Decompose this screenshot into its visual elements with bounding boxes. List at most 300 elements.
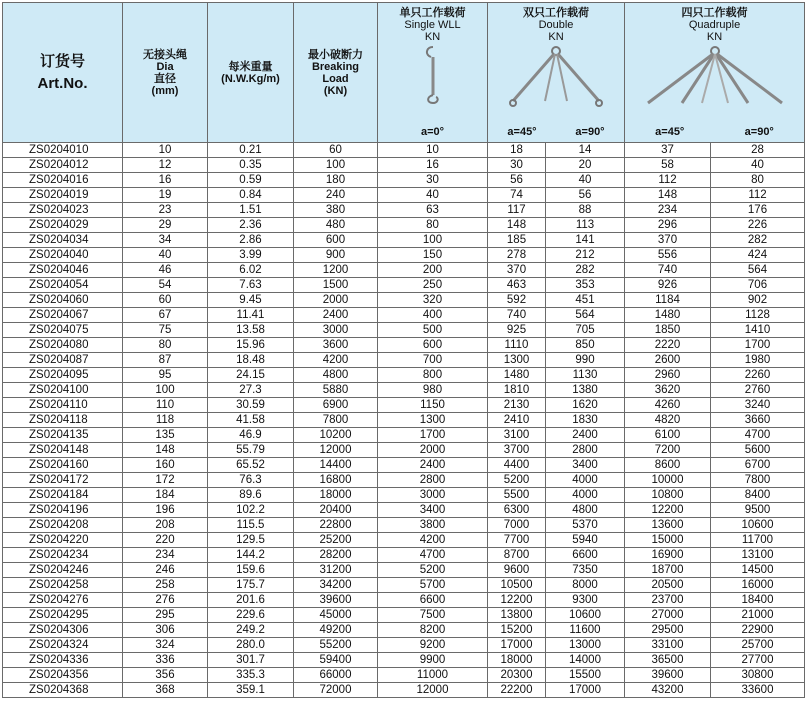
- cell-single-wll: 250: [378, 278, 488, 293]
- cell-quad-45: 39600: [625, 668, 711, 683]
- table-row: [3, 278, 805, 293]
- cell-art-no: ZS0204324: [3, 638, 123, 653]
- cell-weight: 229.6: [208, 608, 294, 623]
- cell-breaking-load: 18000: [294, 488, 378, 503]
- cell-single-wll: 30: [378, 173, 488, 188]
- cell-single-wll: 3000: [378, 488, 488, 503]
- cell-breaking-load: 600: [294, 233, 378, 248]
- cell-double-90: 6600: [546, 548, 625, 563]
- cell-double-45: 56: [488, 173, 546, 188]
- cell-art-no: ZS0204060: [3, 293, 123, 308]
- cell-weight: 3.99: [208, 248, 294, 263]
- cell-diameter: 75: [123, 323, 208, 338]
- cell-diameter: 135: [123, 428, 208, 443]
- cell-breaking-load: 55200: [294, 638, 378, 653]
- cell-breaking-load: 49200: [294, 623, 378, 638]
- header-art-no: [3, 3, 123, 143]
- cell-single-wll: 12000: [378, 683, 488, 698]
- cell-double-45: 2130: [488, 398, 546, 413]
- cell-single-wll: 320: [378, 293, 488, 308]
- cell-diameter: 12: [123, 158, 208, 173]
- header-quadruple-wll: [625, 3, 805, 143]
- table-row: [3, 188, 805, 203]
- cell-weight: 89.6: [208, 488, 294, 503]
- cell-weight: 0.84: [208, 188, 294, 203]
- header-quad-en: Quadruple: [688, 19, 741, 31]
- cell-quad-90: 176: [711, 203, 805, 218]
- cell-single-wll: 1700: [378, 428, 488, 443]
- cell-art-no: ZS0204148: [3, 443, 123, 458]
- table-row: [3, 458, 805, 473]
- cell-single-wll: 16: [378, 158, 488, 173]
- cell-weight: 175.7: [208, 578, 294, 593]
- cell-weight: 0.59: [208, 173, 294, 188]
- cell-breaking-load: 14400: [294, 458, 378, 473]
- cell-double-45: 18000: [488, 653, 546, 668]
- cell-quad-45: 10800: [625, 488, 711, 503]
- cell-art-no: ZS0204016: [3, 173, 123, 188]
- table-row: [3, 578, 805, 593]
- cell-quad-45: 370: [625, 233, 711, 248]
- cell-quad-45: 2600: [625, 353, 711, 368]
- cell-weight: 102.2: [208, 503, 294, 518]
- cell-art-no: ZS0204258: [3, 578, 123, 593]
- cell-double-90: 1130: [546, 368, 625, 383]
- double-sling-icon: [501, 45, 611, 109]
- cell-quad-90: 226: [711, 218, 805, 233]
- cell-double-90: 7350: [546, 563, 625, 578]
- double-angle-90: a=90°: [575, 126, 605, 138]
- cell-diameter: 148: [123, 443, 208, 458]
- cell-art-no: ZS0204080: [3, 338, 123, 353]
- cell-double-45: 6300: [488, 503, 546, 518]
- header-single-unit: KN: [424, 31, 441, 43]
- cell-weight: 11.41: [208, 308, 294, 323]
- cell-breaking-load: 12000: [294, 443, 378, 458]
- cell-diameter: 40: [123, 248, 208, 263]
- cell-double-90: 1380: [546, 383, 625, 398]
- cell-double-45: 1480: [488, 368, 546, 383]
- cell-double-90: 113: [546, 218, 625, 233]
- cell-weight: 2.86: [208, 233, 294, 248]
- cell-weight: 2.36: [208, 218, 294, 233]
- cell-art-no: ZS0204012: [3, 158, 123, 173]
- cell-diameter: 234: [123, 548, 208, 563]
- cell-diameter: 208: [123, 518, 208, 533]
- cell-diameter: 172: [123, 473, 208, 488]
- cell-single-wll: 6600: [378, 593, 488, 608]
- cell-single-wll: 5700: [378, 578, 488, 593]
- cell-diameter: 34: [123, 233, 208, 248]
- single-sling-icon: [418, 45, 448, 105]
- cell-quad-90: 13100: [711, 548, 805, 563]
- cell-weight: 55.79: [208, 443, 294, 458]
- header-break-en2: Load: [322, 72, 349, 85]
- cell-art-no: ZS0204220: [3, 533, 123, 548]
- header-double-unit: KN: [548, 31, 564, 43]
- cell-diameter: 67: [123, 308, 208, 323]
- table-row: [3, 503, 805, 518]
- cell-double-90: 10600: [546, 608, 625, 623]
- cell-single-wll: 400: [378, 308, 488, 323]
- cell-single-wll: 5200: [378, 563, 488, 578]
- cell-double-90: 15500: [546, 668, 625, 683]
- cell-single-wll: 2400: [378, 458, 488, 473]
- cell-art-no: ZS0204160: [3, 458, 123, 473]
- cell-double-90: 20: [546, 158, 625, 173]
- cell-double-45: 5500: [488, 488, 546, 503]
- cell-breaking-load: 34200: [294, 578, 378, 593]
- cell-art-no: ZS0204040: [3, 248, 123, 263]
- cell-double-90: 14000: [546, 653, 625, 668]
- cell-single-wll: 8200: [378, 623, 488, 638]
- cell-double-45: 15200: [488, 623, 546, 638]
- double-angle-labels: [488, 126, 624, 138]
- header-break-en1: Breaking: [311, 60, 360, 73]
- cell-quad-90: 28: [711, 143, 805, 158]
- cell-art-no: ZS0204075: [3, 323, 123, 338]
- cell-quad-90: 5600: [711, 443, 805, 458]
- cell-weight: 27.3: [208, 383, 294, 398]
- cell-breaking-load: 240: [294, 188, 378, 203]
- cell-diameter: 306: [123, 623, 208, 638]
- cell-weight: 15.96: [208, 338, 294, 353]
- cell-weight: 159.6: [208, 563, 294, 578]
- cell-art-no: ZS0204118: [3, 413, 123, 428]
- cell-breaking-load: 72000: [294, 683, 378, 698]
- cell-diameter: 10: [123, 143, 208, 158]
- cell-weight: 115.5: [208, 518, 294, 533]
- header-single-en: Single WLL: [404, 19, 461, 31]
- cell-quad-90: 706: [711, 278, 805, 293]
- table-row: [3, 443, 805, 458]
- quad-angle-labels: [625, 126, 804, 138]
- cell-art-no: ZS0204208: [3, 518, 123, 533]
- table-row: [3, 248, 805, 263]
- header-double-en: Double: [538, 19, 574, 31]
- cell-weight: 0.21: [208, 143, 294, 158]
- cell-quad-45: 2960: [625, 368, 711, 383]
- cell-quad-45: 926: [625, 278, 711, 293]
- header-double-wll: [488, 3, 625, 143]
- cell-double-90: 705: [546, 323, 625, 338]
- cell-quad-45: 20500: [625, 578, 711, 593]
- quadruple-sling-icon: [640, 45, 790, 111]
- cell-double-45: 1110: [488, 338, 546, 353]
- cell-quad-90: 30800: [711, 668, 805, 683]
- table-row: [3, 488, 805, 503]
- cell-quad-90: 10600: [711, 518, 805, 533]
- cell-art-no: ZS0204336: [3, 653, 123, 668]
- header-dia-zh2: 直径: [154, 72, 176, 85]
- cell-double-90: 1830: [546, 413, 625, 428]
- table-row: [3, 518, 805, 533]
- cell-quad-45: 556: [625, 248, 711, 263]
- cell-diameter: 110: [123, 398, 208, 413]
- cell-breaking-load: 45000: [294, 608, 378, 623]
- cell-quad-90: 564: [711, 263, 805, 278]
- cell-quad-45: 1184: [625, 293, 711, 308]
- table-row: [3, 398, 805, 413]
- table-row: [3, 413, 805, 428]
- cell-double-90: 1620: [546, 398, 625, 413]
- table-row: [3, 548, 805, 563]
- cell-double-90: 14: [546, 143, 625, 158]
- header-break-unit: (KN): [323, 84, 348, 97]
- cell-quad-45: 7200: [625, 443, 711, 458]
- cell-single-wll: 1300: [378, 413, 488, 428]
- cell-double-45: 22200: [488, 683, 546, 698]
- cell-double-90: 40: [546, 173, 625, 188]
- cell-single-wll: 100: [378, 233, 488, 248]
- cell-art-no: ZS0204067: [3, 308, 123, 323]
- cell-art-no: ZS0204100: [3, 383, 123, 398]
- cell-single-wll: 7500: [378, 608, 488, 623]
- cell-diameter: 95: [123, 368, 208, 383]
- cell-double-45: 1810: [488, 383, 546, 398]
- cell-double-45: 925: [488, 323, 546, 338]
- cell-quad-45: 1480: [625, 308, 711, 323]
- cell-weight: 144.2: [208, 548, 294, 563]
- cell-breaking-load: 6900: [294, 398, 378, 413]
- cell-breaking-load: 4800: [294, 368, 378, 383]
- table-row: [3, 233, 805, 248]
- cell-diameter: 276: [123, 593, 208, 608]
- cell-art-no: ZS0204046: [3, 263, 123, 278]
- cell-double-90: 5940: [546, 533, 625, 548]
- cell-quad-45: 234: [625, 203, 711, 218]
- cell-double-45: 7700: [488, 533, 546, 548]
- cell-double-90: 850: [546, 338, 625, 353]
- cell-single-wll: 2000: [378, 443, 488, 458]
- cell-art-no: ZS0204184: [3, 488, 123, 503]
- cell-breaking-load: 31200: [294, 563, 378, 578]
- cell-single-wll: 63: [378, 203, 488, 218]
- header-weight-zh: 每米重量: [228, 60, 273, 73]
- cell-breaking-load: 3000: [294, 323, 378, 338]
- cell-double-45: 3700: [488, 443, 546, 458]
- cell-breaking-load: 1500: [294, 278, 378, 293]
- cell-quad-45: 296: [625, 218, 711, 233]
- cell-double-90: 282: [546, 263, 625, 278]
- cell-weight: 46.9: [208, 428, 294, 443]
- cell-breaking-load: 3600: [294, 338, 378, 353]
- table-row: [3, 143, 805, 158]
- header-single-zh: 单只工作载荷: [399, 7, 466, 19]
- cell-quad-45: 4260: [625, 398, 711, 413]
- cell-breaking-load: 66000: [294, 668, 378, 683]
- header-weight-en: (N.W.Kg/m): [221, 72, 280, 85]
- cell-double-45: 7000: [488, 518, 546, 533]
- header-double-zh: 双只工作载荷: [523, 7, 589, 19]
- cell-double-90: 9300: [546, 593, 625, 608]
- table-row: [3, 263, 805, 278]
- cell-double-90: 4000: [546, 473, 625, 488]
- header-dia-en: Dia: [156, 60, 174, 73]
- cell-quad-45: 23700: [625, 593, 711, 608]
- cell-double-90: 353: [546, 278, 625, 293]
- cell-quad-90: 18400: [711, 593, 805, 608]
- cell-quad-90: 16000: [711, 578, 805, 593]
- table-row: [3, 218, 805, 233]
- cell-breaking-load: 480: [294, 218, 378, 233]
- table-row: [3, 683, 805, 698]
- cell-quad-90: 112: [711, 188, 805, 203]
- cell-double-90: 17000: [546, 683, 625, 698]
- cell-quad-90: 902: [711, 293, 805, 308]
- cell-quad-90: 80: [711, 173, 805, 188]
- table-row: [3, 608, 805, 623]
- cell-quad-90: 1128: [711, 308, 805, 323]
- table-row: [3, 368, 805, 383]
- table-row: [3, 638, 805, 653]
- cell-quad-45: 148: [625, 188, 711, 203]
- cell-art-no: ZS0204172: [3, 473, 123, 488]
- cell-quad-90: 3660: [711, 413, 805, 428]
- quad-angle-45: a=45°: [655, 126, 685, 138]
- cell-art-no: ZS0204095: [3, 368, 123, 383]
- table-row: [3, 623, 805, 638]
- cell-quad-90: 1980: [711, 353, 805, 368]
- cell-double-45: 5200: [488, 473, 546, 488]
- cell-diameter: 23: [123, 203, 208, 218]
- cell-double-90: 88: [546, 203, 625, 218]
- cell-quad-45: 43200: [625, 683, 711, 698]
- table-row: [3, 383, 805, 398]
- cell-quad-45: 13600: [625, 518, 711, 533]
- cell-double-45: 13800: [488, 608, 546, 623]
- cell-diameter: 54: [123, 278, 208, 293]
- cell-breaking-load: 180: [294, 173, 378, 188]
- table-row: [3, 668, 805, 683]
- cell-single-wll: 500: [378, 323, 488, 338]
- table-row: [3, 653, 805, 668]
- table-row: [3, 353, 805, 368]
- header-quad-zh: 四只工作载荷: [681, 7, 748, 19]
- cell-double-45: 18: [488, 143, 546, 158]
- cell-weight: 359.1: [208, 683, 294, 698]
- cell-quad-45: 33100: [625, 638, 711, 653]
- cell-quad-45: 4820: [625, 413, 711, 428]
- cell-quad-90: 4700: [711, 428, 805, 443]
- cell-double-90: 2400: [546, 428, 625, 443]
- cell-quad-90: 11700: [711, 533, 805, 548]
- cell-weight: 249.2: [208, 623, 294, 638]
- cell-double-45: 185: [488, 233, 546, 248]
- cell-diameter: 80: [123, 338, 208, 353]
- cell-single-wll: 980: [378, 383, 488, 398]
- cell-breaking-load: 10200: [294, 428, 378, 443]
- cell-diameter: 258: [123, 578, 208, 593]
- cell-diameter: 60: [123, 293, 208, 308]
- header-break-zh: 最小破断力: [308, 48, 363, 61]
- cell-double-90: 2800: [546, 443, 625, 458]
- table-row: [3, 158, 805, 173]
- cell-art-no: ZS0204368: [3, 683, 123, 698]
- cell-art-no: ZS0204034: [3, 233, 123, 248]
- cell-quad-90: 9500: [711, 503, 805, 518]
- cell-weight: 1.51: [208, 203, 294, 218]
- cell-quad-45: 10000: [625, 473, 711, 488]
- cell-double-90: 5370: [546, 518, 625, 533]
- cell-quad-90: 14500: [711, 563, 805, 578]
- cell-quad-90: 424: [711, 248, 805, 263]
- cell-art-no: ZS0204029: [3, 218, 123, 233]
- cell-double-45: 17000: [488, 638, 546, 653]
- cell-art-no: ZS0204356: [3, 668, 123, 683]
- cell-art-no: ZS0204135: [3, 428, 123, 443]
- cell-diameter: 118: [123, 413, 208, 428]
- cell-weight: 65.52: [208, 458, 294, 473]
- cell-breaking-load: 380: [294, 203, 378, 218]
- cell-diameter: 220: [123, 533, 208, 548]
- cell-weight: 280.0: [208, 638, 294, 653]
- cell-weight: 6.02: [208, 263, 294, 278]
- cell-weight: 7.63: [208, 278, 294, 293]
- cell-quad-45: 3620: [625, 383, 711, 398]
- cell-double-45: 74: [488, 188, 546, 203]
- cell-breaking-load: 7800: [294, 413, 378, 428]
- cell-art-no: ZS0204234: [3, 548, 123, 563]
- cell-diameter: 356: [123, 668, 208, 683]
- cell-breaking-load: 25200: [294, 533, 378, 548]
- cell-quad-45: 36500: [625, 653, 711, 668]
- cell-quad-90: 282: [711, 233, 805, 248]
- cell-weight: 41.58: [208, 413, 294, 428]
- cell-art-no: ZS0204246: [3, 563, 123, 578]
- cell-single-wll: 1150: [378, 398, 488, 413]
- cell-double-45: 370: [488, 263, 546, 278]
- cell-art-no: ZS0204087: [3, 353, 123, 368]
- table-row: [3, 173, 805, 188]
- cell-art-no: ZS0204295: [3, 608, 123, 623]
- cell-diameter: 295: [123, 608, 208, 623]
- cell-quad-45: 6100: [625, 428, 711, 443]
- cell-quad-90: 40: [711, 158, 805, 173]
- cell-diameter: 29: [123, 218, 208, 233]
- cell-double-45: 592: [488, 293, 546, 308]
- header-art-en: Art.No.: [37, 74, 88, 92]
- single-angle: a=0°: [420, 126, 445, 138]
- cell-double-45: 12200: [488, 593, 546, 608]
- table-row: [3, 338, 805, 353]
- cell-weight: 129.5: [208, 533, 294, 548]
- cell-double-45: 740: [488, 308, 546, 323]
- cell-art-no: ZS0204010: [3, 143, 123, 158]
- cell-double-90: 990: [546, 353, 625, 368]
- cell-double-45: 9600: [488, 563, 546, 578]
- cell-double-45: 3100: [488, 428, 546, 443]
- cell-quad-45: 12200: [625, 503, 711, 518]
- cell-diameter: 368: [123, 683, 208, 698]
- cell-double-90: 3400: [546, 458, 625, 473]
- cell-quad-45: 15000: [625, 533, 711, 548]
- cell-quad-45: 2220: [625, 338, 711, 353]
- header-row: [3, 3, 805, 143]
- cell-single-wll: 150: [378, 248, 488, 263]
- cell-double-90: 564: [546, 308, 625, 323]
- cell-diameter: 196: [123, 503, 208, 518]
- cell-quad-90: 1700: [711, 338, 805, 353]
- cell-art-no: ZS0204276: [3, 593, 123, 608]
- cell-quad-90: 1410: [711, 323, 805, 338]
- cell-breaking-load: 900: [294, 248, 378, 263]
- cell-weight: 9.45: [208, 293, 294, 308]
- cell-single-wll: 9200: [378, 638, 488, 653]
- cell-diameter: 184: [123, 488, 208, 503]
- cell-breaking-load: 4200: [294, 353, 378, 368]
- cell-quad-90: 2260: [711, 368, 805, 383]
